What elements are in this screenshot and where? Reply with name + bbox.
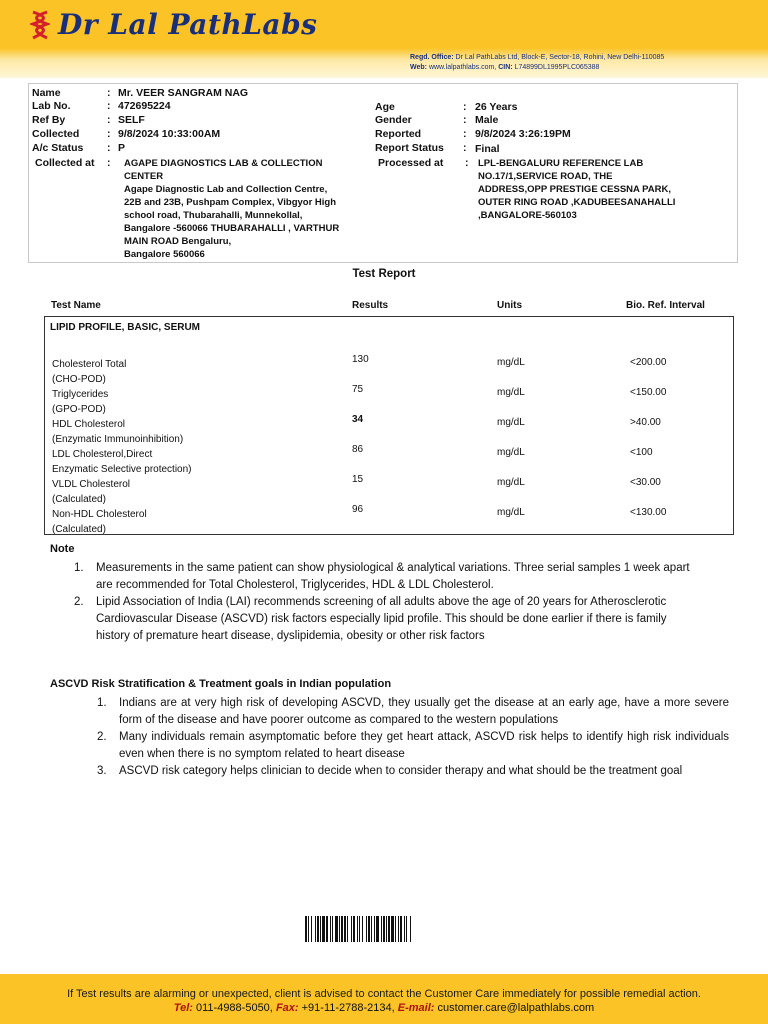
result-value-abnormal: 34: [352, 414, 364, 425]
dna-logo-icon: [30, 10, 50, 40]
collected-at-address: AGAPE DIAGNOSTICS LAB & COLLECTION CENTER Agape Diagnostic Lab and Collection Centre, 22B and 23B, Pushpam Complex, Vibgyor High school road, Thubarahalli, Munnekollal, Bangalore -560066 THUBARAHALLI , VARTHUR MAIN ROAD Bengaluru, Bangalore 560066: [124, 158, 340, 260]
col-test-name: Test Name: [51, 300, 101, 311]
list-item: 2. Lipid Association of India (LAI) recommends screening of all adults above the age of 20 years for Atherosclerotic Cardiovascular Disease (ASCVD) risk factors especially lipid profile. This should be done earlier if there is family history of premature heart disease, dyslipidemia, obesity or other risk factors: [74, 596, 667, 642]
col-units: Units: [497, 300, 522, 311]
collected-label: Collected: [32, 128, 80, 140]
col-results: Results: [352, 300, 389, 311]
report-title: Test Report: [352, 268, 416, 280]
processed-at-address: LPL-BENGALURU REFERENCE LAB NO.17/1,SERVICE ROAD, THE ADDRESS,OPP PRESTIGE CESSNA PARK, OUTER RING ROAD ,KADUBEESANAHALLI ,BANGALORE-560103: [478, 158, 676, 221]
patient-name: Mr. VEER SANGRAM NAG: [118, 87, 249, 99]
lab-no: 472695224: [118, 100, 171, 112]
age: 26 Years: [475, 101, 518, 113]
footer-fax: +91-11-2788-2134,: [301, 1002, 395, 1014]
list-item: 3. ASCVD risk category helps clinician to decide when to consider therapy and what should be the treatment goal: [97, 765, 683, 777]
result-value: 15: [352, 474, 364, 485]
col-ref-interval: Bio. Ref. Interval: [626, 300, 705, 311]
ascvd-heading: ASCVD Risk Stratification & Treatment goals in Indian population: [50, 678, 392, 690]
collected-at-label: Collected at: [35, 157, 95, 169]
lab-no-label: Lab No.: [32, 100, 71, 112]
brand-name: Dr Lal PathLabs: [58, 8, 318, 41]
result-value: 75: [352, 384, 364, 395]
collected-date: 9/8/2024 10:33:00AM: [118, 128, 221, 140]
processed-at-label: Processed at: [378, 157, 444, 169]
reported-date: 9/8/2024 3:26:19PM: [475, 128, 571, 140]
brand-logo: [30, 8, 317, 41]
ac-status: P: [118, 142, 126, 154]
gender-label: Gender: [375, 114, 412, 126]
ascvd-list: [97, 695, 729, 780]
note-list: [74, 560, 690, 645]
result-value: 130: [352, 354, 369, 365]
age-label: Age: [375, 101, 395, 113]
footer-tel: 011-4988-5050,: [196, 1002, 273, 1014]
panel-title: LIPID PROFILE, BASIC, SERUM: [50, 322, 201, 333]
report-status: Final: [475, 143, 500, 155]
list-item: 2. Many individuals remain asymptomatic before they get heart attack, ASCVD risk helps to identify high risk individuals even when there is no symptom related to heart disease: [97, 731, 729, 760]
report-status-label: Report Status: [375, 142, 444, 154]
registered-office: Regd. Office: Dr Lal PathLabs Ltd, Block-E, Sector-18, Rohini, New Delhi-110085 Web: www.lalpathlabs.com, CIN: L74899DL1995PLC065388: [410, 54, 665, 71]
footer-email: customer.care@lalpathlabs.com: [437, 1002, 595, 1014]
report-footer: [0, 974, 768, 1024]
ac-status-label: A/c Status: [32, 142, 84, 154]
list-item: 1. Indians are at very high risk of developing ASCVD, they usually get the disease at an early age, have a more severe form of the disease and have poorer outcome as compared to the western populations: [97, 697, 729, 726]
gender: Male: [475, 114, 499, 126]
reported-label: Reported: [375, 128, 422, 140]
report-header: [0, 0, 768, 78]
footer-advisory: If Test results are alarming or unexpected, client is advised to contact the Customer Care immediately for possible remedial action.: [67, 988, 701, 1000]
ref-by-label: Ref By: [32, 114, 66, 126]
ref-by: SELF: [118, 114, 145, 126]
result-value: 96: [352, 504, 364, 515]
results-table: LIPID PROFILE, BASIC, SERUM Cholesterol Total (CHO-POD) 130 mg/dL <200.00 Triglycerides (GPO-POD) 75 mg/dL <150.00 HDL Cholesterol (Enzymatic Immunoinhibition) 34 mg/dL >40.00 LDL Cholesterol,Direct Enzymatic Selective protection) 86 mg/dL <100 VLDL Cholesterol (Calculated) 15 mg/dL <30.00 Non-HDL Cholesterol (Calculated) 96 mg/dL <130.00: [44, 316, 734, 535]
result-value: 86: [352, 444, 364, 455]
barcode: [305, 916, 470, 942]
note-heading: Note: [50, 543, 75, 555]
list-item: 1. Measurements in the same patient can show physiological & analytical variations. Three serial samples 1 week apart are recommended for Total Cholesterol, Triglycerides, HDL & LDL Cholesterol.: [74, 562, 690, 591]
footer-contact: Tel: 011-4988-5050, Fax: +91-11-2788-2134, E-mail: customer.care@lalpathlabs.com: [173, 1002, 595, 1014]
name-label: Name: [32, 87, 61, 99]
